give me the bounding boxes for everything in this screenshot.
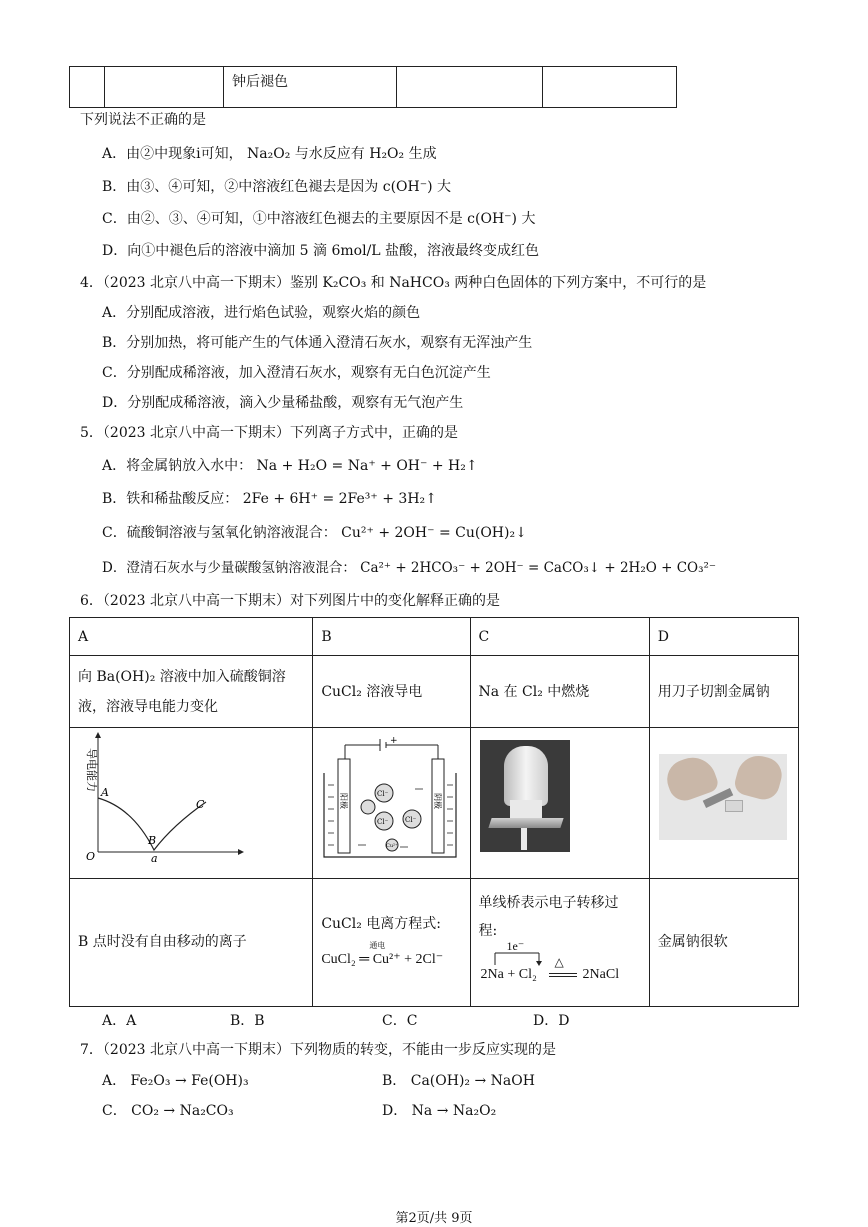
electrolysis-equation: CuCl₂ ═ Cu²⁺ + 2Cl⁻ (321, 952, 444, 968)
q3-option-d: D．向①中褪色后的溶液中滴加 5 滴 6mol/L 盐酸，溶液最终变成红色 (102, 243, 540, 259)
q5-option-b: B．铁和稀盐酸反应： 2Fe + 6H⁺ = 2Fe³⁺ + 3H₂↑ (102, 491, 437, 507)
q6-header-d: D (649, 618, 798, 656)
electron-count: 1e⁻ (506, 939, 525, 954)
cation-label: Cu²⁺ (386, 843, 398, 849)
q6-desc-a: 向 Ba(OH)₂ 溶液中加入硫酸铜溶 液，溶液导电能力变化 (70, 656, 313, 728)
q3-stem: 下列说法不正确的是 (80, 112, 206, 128)
q3-option-c: C．由②、③、④可知，①中溶液红色褪去的主要原因不是 c(OH⁻) 大 (102, 211, 536, 227)
q6-explain-b: CuCl₂ 电离方程式: CuCl₂ ═ Cu²⁺ + 2Cl⁻ 通电 (313, 878, 470, 1006)
reaction-left: 2Na + Cl₂ (480, 967, 537, 983)
q5-option-c: C．硫酸铜溶液与氢氧化钠溶液混合： Cu²⁺ + 2OH⁻ = Cu(OH)₂↓ (102, 525, 527, 541)
top-table (69, 66, 677, 108)
q7-option-c: C． CO₂ → Na₂CO₃ (102, 1103, 234, 1119)
q5-option-d: D．澄清石灰水与少量碳酸氢钠溶液混合： Ca²⁺ + 2HCO₃⁻ + 2OH⁻ = CaCO₃↓ + 2H₂O + CO₃²⁻ (102, 560, 717, 576)
top-table-cell-1 (70, 67, 105, 108)
q7-option-b: B． Ca(OH)₂ → NaOH (382, 1073, 535, 1089)
point-b-label: B (148, 834, 157, 847)
top-table-cell-5 (543, 67, 677, 108)
q6-answer-d: D．D (533, 1013, 570, 1029)
q3-option-a: A．由②中现象ⅰ可知， Na₂O₂ 与水反应有 H₂O₂ 生成 (102, 146, 437, 162)
point-c-label: C (196, 798, 205, 811)
q7-stem: 7．（2023 北京八中高一下期末）下列物质的转变，不能由一步反应实现的是 (80, 1042, 556, 1058)
ion-label-3: Cl⁻ (405, 816, 417, 824)
q4-option-a: A．分别配成溶液，进行焰色试验，观察火焰的颜色 (102, 305, 421, 321)
q7-option-a: A． Fe₂O₃ → Fe(OH)₃ (102, 1073, 249, 1089)
electrolysis-diagram (320, 733, 460, 863)
q6-explain-a: B 点时没有自由移动的离子 (70, 878, 313, 1006)
q6-desc-b: CuCl₂ 溶液导电 (313, 656, 470, 728)
sodium-chlorine-photo (480, 740, 570, 852)
q6-header-c: C (470, 618, 649, 656)
q4-option-d: D．分别配成稀溶液，滴入少量稀盐酸，观察有无气泡产生 (102, 395, 464, 411)
q5-stem: 5．（2023 北京八中高一下期末）下列离子方式中，正确的是 (80, 425, 458, 441)
cutting-sodium-photo (659, 754, 787, 840)
conductivity-graph (78, 730, 248, 870)
y-axis-label: 导电能力 (85, 748, 98, 792)
q6-answer-a: A．A (102, 1013, 137, 1029)
q6-explain-d: 金属钠很软 (649, 878, 798, 1006)
x-a-label: a (151, 852, 158, 865)
battery-plus: + (390, 736, 398, 746)
q3-option-b: B．由③、④可知，②中溶液红色褪去是因为 c(OH⁻) 大 (102, 179, 452, 195)
q7-option-d: D． Na → Na₂O₂ (382, 1103, 497, 1119)
q6-header-b: B (313, 618, 470, 656)
q4-stem: 4．（2023 北京八中高一下期末）鉴别 K₂CO₃ 和 NaHCO₃ 两种白色固体的下列方案中，不可行的是 (80, 275, 707, 291)
reaction-right: 2NaCl (582, 967, 620, 983)
electrolysis-condition: 通电 (369, 941, 386, 951)
reaction-equals (549, 973, 577, 977)
q6-desc-c: Na 在 Cl₂ 中燃烧 (470, 656, 649, 728)
page-footer: 第2页/共 9页 (395, 1211, 473, 1226)
q6-header-a: A (70, 618, 313, 656)
top-table-cell-4 (397, 67, 543, 108)
top-table-cell-2 (105, 67, 224, 108)
q6-answer-c: C．C (382, 1013, 418, 1029)
q6-answer-b: B．B (230, 1013, 265, 1029)
right-electrode-label: 阴极 (433, 793, 442, 809)
ion-label-1: Cl⁻ (377, 790, 389, 798)
left-electrode-label: 阳极 (339, 793, 348, 809)
top-table-cell-3: 钟后褪色 (224, 67, 397, 108)
point-a-label: A (101, 786, 109, 799)
q6-stem: 6．（2023 北京八中高一下期末）对下列图片中的变化解释正确的是 (80, 593, 500, 609)
origin-label: O (86, 850, 96, 863)
q5-option-a: A．将金属钠放入水中： Na + H₂O = Na⁺ + OH⁻ + H₂↑ (102, 458, 478, 474)
q4-option-b: B．分别加热，将可能产生的气体通入澄清石灰水，观察有无浑浊产生 (102, 335, 533, 351)
reaction-condition: △ (554, 955, 564, 970)
q4-option-c: C．分别配成稀溶液，加入澄清石灰水，观察有无白色沉淀产生 (102, 365, 491, 381)
q6-explain-c: 单线桥表示电子转移过 程: 1e⁻ 2Na + Cl₂ △ 2NaCl (470, 878, 649, 1006)
ion-label-2: Cl⁻ (377, 818, 389, 826)
q6-desc-d: 用刀子切割金属钠 (649, 656, 798, 728)
